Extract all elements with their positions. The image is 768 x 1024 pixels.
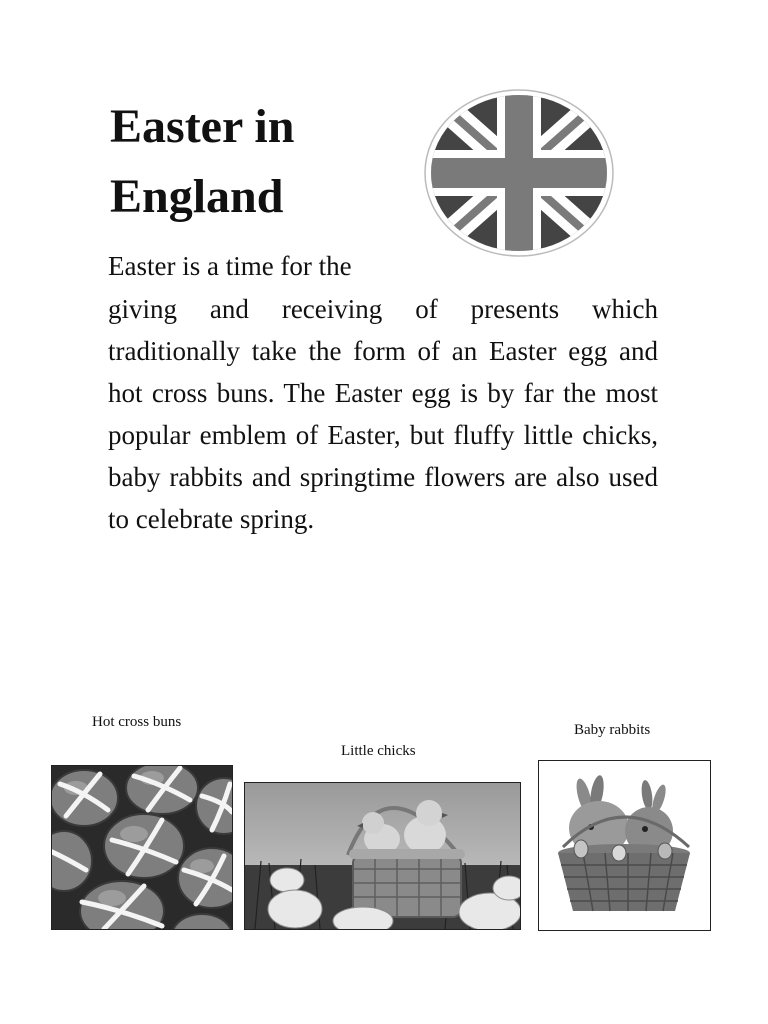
lead-text: Easter is a time for the xyxy=(108,251,352,281)
rabbits-caption: Baby rabbits xyxy=(574,722,651,738)
chicks-caption: Little chicks xyxy=(341,743,416,759)
title-line-2: England xyxy=(110,170,284,223)
title-line-1: Easter in xyxy=(110,100,295,153)
page-title xyxy=(110,92,294,232)
little-chicks-photo xyxy=(244,782,521,930)
body-paragraph: giving and receiving of presents which traditionally take the form of an Easter egg and hot cross buns. The Easter egg is by far the most popular emblem of Easter, but fluffy little chicks, baby rabbits and springtime flowers are also used to celebrate spring. xyxy=(108,294,658,534)
union-jack-icon xyxy=(423,88,615,258)
baby-rabbits-photo xyxy=(538,760,711,931)
buns-caption: Hot cross buns xyxy=(92,714,182,730)
hot-cross-buns-photo xyxy=(51,765,233,930)
